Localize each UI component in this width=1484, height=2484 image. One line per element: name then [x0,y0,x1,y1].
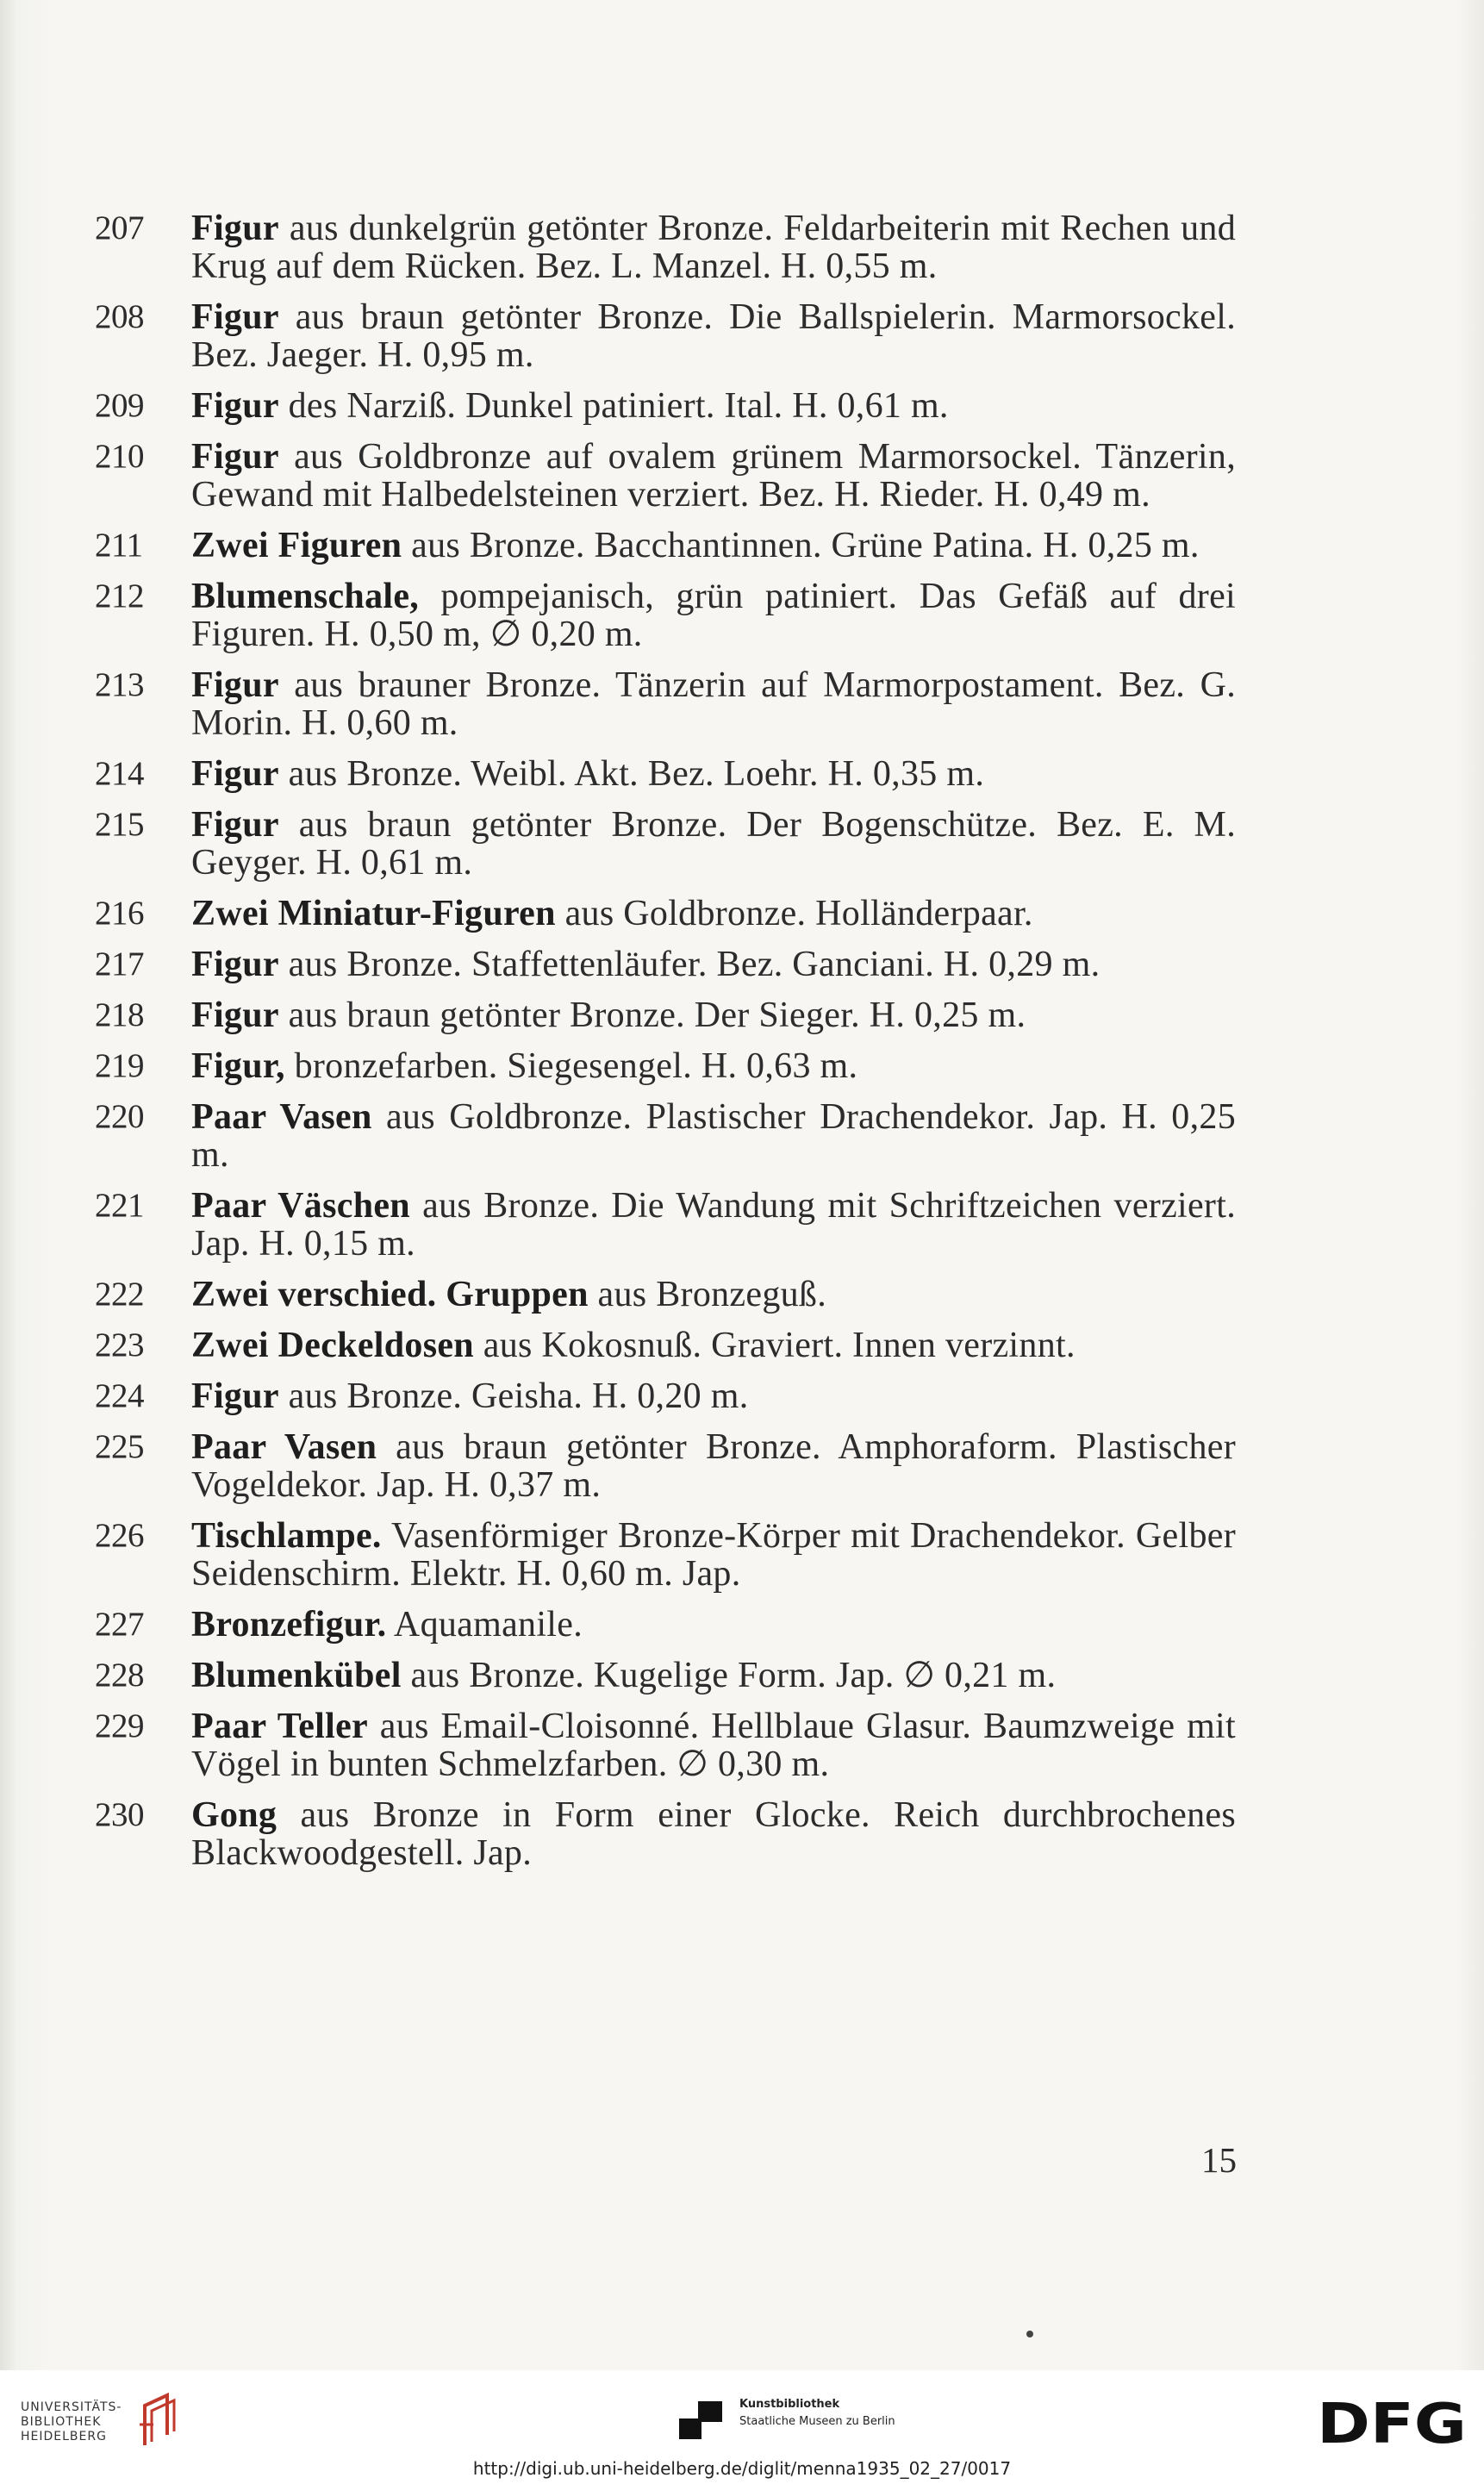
kunstbibliothek-logo-icon [676,2398,726,2443]
catalog-entry [0,755,1484,793]
entry-description [191,527,1236,565]
ub-heidelberg-logo-icon [136,2390,181,2450]
entry-text: aus brauner Bronze. Tänzerin auf Marmorpostament. Bez. G. Morin. H. 0,60 m. [191,665,1236,743]
entry-text: aus Bronze. Weibl. Akt. Bez. Loehr. H. 0,35 m. [278,754,985,794]
catalog-entry [0,387,1484,425]
entry-title: Paar Väschen [191,1186,410,1226]
entry-number: 220 [95,1098,144,1135]
catalog-entry [0,209,1484,285]
entry-title: Figur [191,297,279,337]
entry-description [191,1517,1236,1593]
entry-title: Figur [191,1376,279,1416]
entry-number: 224 [95,1377,144,1414]
ub-heidelberg-text: UNIVERSITÄTS- BIBLIOTHEK HEIDELBERG [21,2400,122,2443]
entry-number: 215 [95,806,144,843]
entry-text: pompejanisch, grün patiniert. Das Gefäß auf drei Figuren. H. 0,50 m, ∅ 0,20 m. [191,577,1236,654]
entry-text: Aquamanile. [386,1605,583,1645]
entry-title: Blumenkübel [191,1656,402,1695]
entry-title: Tischlampe. [191,1516,382,1556]
catalog-entry [0,438,1484,514]
entry-text: aus Goldbronze auf ovalem grünem Marmorsockel. Tänzerin, Gewand mit Halbedelsteinen verziert. Bez. H. Rieder. H. 0,49 m. [191,437,1236,515]
entry-description [191,387,1236,425]
entry-text: aus Bronze. Geisha. H. 0,20 m. [278,1376,749,1416]
entry-text: bronzefarben. Siegesengel. H. 0,63 m. [284,1046,858,1086]
entry-text: aus braun getönter Bronze. Amphoraform. Plastischer Vogeldekor. Jap. H. 0,37 m. [191,1427,1236,1505]
entry-number: 223 [95,1326,144,1364]
ink-dot [1026,2331,1033,2337]
catalog-entry [0,1428,1484,1504]
entry-title: Paar Vasen [191,1097,372,1137]
entry-number: 226 [95,1517,144,1554]
entry-number: 225 [95,1428,144,1465]
catalog-entry [0,1098,1484,1174]
entry-title: Zwei Figuren [191,526,402,565]
entry-title: Figur, [191,1046,285,1086]
catalog-entry [0,1657,1484,1694]
entry-number: 228 [95,1657,144,1694]
entry-title: Figur [191,437,279,477]
entry-number: 210 [95,438,144,475]
catalog-entry [0,1326,1484,1364]
entry-title: Zwei verschied. Gruppen [191,1275,589,1314]
entry-description [191,666,1236,742]
entry-title: Zwei Miniatur-Figuren [191,894,556,933]
entry-title: Figur [191,945,279,984]
svg-text:DFG: DFG [1317,2394,1467,2448]
catalog-entry [0,806,1484,882]
entry-text: Vasenförmiger Bronze-Körper mit Drachendekor. Gelber Seidenschirm. Elektr. H. 0,60 m. Jap. [191,1516,1236,1594]
entry-description [191,1657,1236,1694]
entry-description [191,1276,1236,1314]
entry-description [191,755,1236,793]
catalog-entry [0,1187,1484,1263]
entry-description [191,946,1236,983]
entry-text: aus Goldbronze. Holländerpaar. [555,894,1033,933]
entry-text: aus Bronze. Kugelige Form. Jap. ∅ 0,21 m. [401,1656,1057,1695]
entry-title: Figur [191,386,279,426]
entry-text: aus Bronze. Die Wandung mit Schriftzeichen verziert. Jap. H. 0,15 m. [191,1186,1236,1264]
entry-description [191,1377,1236,1415]
entry-description [191,996,1236,1034]
entry-title: Figur [191,805,279,845]
entry-text: aus Bronze. Bacchantinnen. Grüne Patina. H. 0,25 m. [402,526,1200,565]
entry-description [191,1187,1236,1263]
catalog-entry [0,1517,1484,1593]
entry-number: 217 [95,946,144,983]
catalog-entry [0,1276,1484,1314]
entry-description [191,1098,1236,1174]
entry-text: aus Bronze. Staffettenläufer. Bez. Ganciani. H. 0,29 m. [278,945,1101,984]
entry-description [191,1796,1236,1872]
entry-title: Figur [191,754,279,794]
entry-text: aus Goldbronze. Plastischer Drachendekor. Jap. H. 0,25 m. [191,1097,1236,1175]
entry-description [191,1326,1236,1364]
entry-number: 209 [95,387,144,424]
catalog-entry [0,996,1484,1034]
entry-description [191,438,1236,514]
entry-description [191,895,1236,933]
source-url[interactable]: http://digi.ub.uni-heidelberg.de/diglit/menna1935_02_27/0017 [472,2458,1012,2479]
catalog-entry [0,1796,1484,1872]
entry-text: aus braun getönter Bronze. Der Sieger. H. 0,25 m. [278,995,1026,1035]
entry-title: Paar Vasen [191,1427,377,1467]
catalog-entry [0,1606,1484,1644]
entry-description [191,1428,1236,1504]
entry-description [191,577,1236,653]
entry-description [191,1606,1236,1644]
catalog-entry [0,946,1484,983]
catalog-entries [0,209,1484,1885]
catalog-entry [0,666,1484,742]
page-number: 15 [1201,2140,1237,2180]
entry-number: 218 [95,996,144,1033]
entry-number: 207 [95,209,144,247]
entry-number: 227 [95,1606,144,1643]
entry-number: 219 [95,1047,144,1084]
entry-number: 214 [95,755,144,792]
catalog-entry [0,577,1484,653]
catalog-entry [0,298,1484,374]
entry-title: Figur [191,209,279,248]
entry-title: Paar Teller [191,1707,368,1746]
entry-text: aus braun getönter Bronze. Die Ballspielerin. Marmorsockel. Bez. Jaeger. H. 0,95 m. [191,297,1236,375]
entry-title: Bronzefigur. [191,1605,387,1645]
entry-title: Figur [191,995,279,1035]
entry-title: Figur [191,665,279,705]
entry-number: 229 [95,1707,144,1744]
catalog-entry [0,895,1484,933]
entry-description [191,209,1236,285]
catalog-entry [0,1047,1484,1085]
entry-text: aus Bronze in Form einer Glocke. Reich durchbrochenes Blackwoodgestell. Jap. [191,1795,1236,1873]
catalog-entry [0,527,1484,565]
entry-title: Gong [191,1795,277,1835]
entry-text: aus Email-Cloisonné. Hellblaue Glasur. Baumzweige mit Vögel in bunten Schmelzfarben. ∅ 0,30 m. [191,1707,1236,1784]
entry-description [191,1047,1236,1085]
entry-number: 212 [95,577,144,615]
entry-number: 216 [95,895,144,932]
entry-number: 221 [95,1187,144,1224]
entry-number: 208 [95,298,144,335]
entry-text: aus dunkelgrün getönter Bronze. Feldarbeiterin mit Rechen und Krug auf dem Rücken. Bez. L. Manzel. H. 0,55 m. [191,209,1236,286]
entry-description [191,806,1236,882]
catalog-entry [0,1377,1484,1415]
entry-number: 211 [95,527,143,564]
entry-text: aus Kokosnuß. Graviert. Innen verzinnt. [473,1326,1076,1365]
dfg-logo-icon [1317,2394,1468,2448]
entry-description [191,298,1236,374]
entry-description [191,1707,1236,1783]
entry-number: 222 [95,1276,144,1313]
entry-text: aus Bronzeguß. [588,1275,827,1314]
entry-number: 213 [95,666,144,703]
entry-text: des Narziß. Dunkel patiniert. Ital. H. 0,61 m. [278,386,949,426]
entry-title: Blumenschale, [191,577,420,616]
entry-text: aus braun getönter Bronze. Der Bogenschütze. Bez. E. M. Geyger. H. 0,61 m. [191,805,1236,883]
entry-title: Zwei Deckeldosen [191,1326,474,1365]
catalog-entry [0,1707,1484,1783]
kunstbibliothek-text: Kunstbibliothek Staatliche Museen zu Berlin [739,2398,895,2428]
entry-number: 230 [95,1796,144,1833]
